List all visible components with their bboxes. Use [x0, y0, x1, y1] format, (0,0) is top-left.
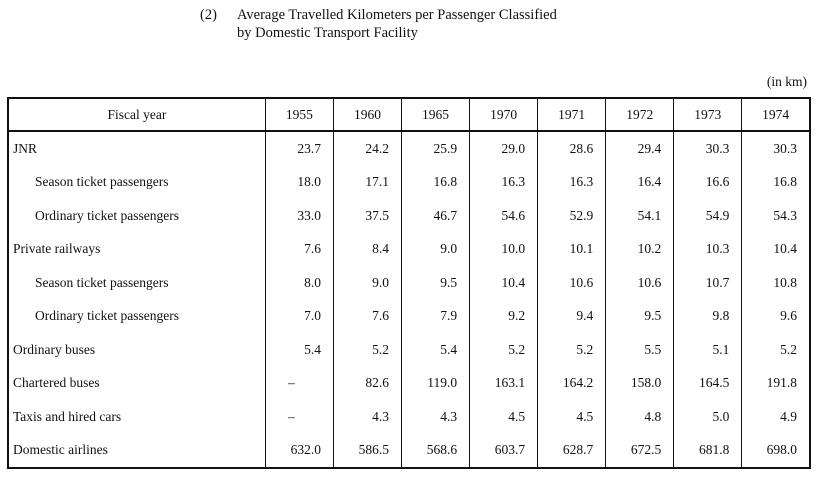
table-cell: 119.0 [402, 367, 470, 401]
header-year: 1960 [333, 98, 401, 131]
table-cell: 4.9 [742, 400, 810, 434]
table-cell: 7.9 [402, 300, 470, 334]
table-cell: 9.5 [606, 300, 674, 334]
table-row [8, 266, 810, 300]
header-year: 1970 [470, 98, 538, 131]
table-cell: 52.9 [538, 199, 606, 233]
header-year: 1965 [402, 98, 470, 131]
row-label: JNR [8, 131, 265, 166]
table-cell: 7.0 [265, 300, 333, 334]
table-cell: 10.8 [742, 266, 810, 300]
table-cell: 18.0 [265, 166, 333, 200]
table-cell: 16.4 [606, 166, 674, 200]
table-cell: 16.8 [402, 166, 470, 200]
table-cell: 5.2 [470, 333, 538, 367]
table-cell: 9.0 [402, 233, 470, 267]
table-cell: 698.0 [742, 434, 810, 469]
table-row [8, 233, 810, 267]
table-cell: 4.5 [538, 400, 606, 434]
table-row [8, 333, 810, 367]
row-label: Ordinary ticket passengers [8, 300, 265, 334]
table-cell: 5.1 [674, 333, 742, 367]
table-cell: 164.2 [538, 367, 606, 401]
header-year: 1973 [674, 98, 742, 131]
table-cell: 628.7 [538, 434, 606, 469]
table-cell: 9.0 [333, 266, 401, 300]
table-row [8, 131, 810, 166]
table-cell: 10.1 [538, 233, 606, 267]
header-year: 1971 [538, 98, 606, 131]
row-label: Private railways [8, 233, 265, 267]
table-row [8, 434, 810, 469]
table-cell: 25.9 [402, 131, 470, 166]
header-label: Fiscal year [8, 98, 265, 131]
table-cell: 681.8 [674, 434, 742, 469]
table-cell: 54.1 [606, 199, 674, 233]
header-year: 1955 [265, 98, 333, 131]
row-label: Domestic airlines [8, 434, 265, 469]
table-cell: 4.3 [333, 400, 401, 434]
table-cell: 5.2 [538, 333, 606, 367]
table-cell: 10.6 [538, 266, 606, 300]
table-cell: 82.6 [333, 367, 401, 401]
table-cell: 7.6 [265, 233, 333, 267]
row-label: Season ticket passengers [8, 166, 265, 200]
table-cell: – [265, 367, 333, 401]
table-cell: 9.2 [470, 300, 538, 334]
table-cell: 9.4 [538, 300, 606, 334]
header-year: 1972 [606, 98, 674, 131]
table-cell: 5.5 [606, 333, 674, 367]
row-label: Ordinary buses [8, 333, 265, 367]
table-cell: 30.3 [674, 131, 742, 166]
data-table [7, 97, 811, 469]
table-cell: 5.4 [402, 333, 470, 367]
table-cell: 10.6 [606, 266, 674, 300]
table-cell: 164.5 [674, 367, 742, 401]
table-cell: 17.1 [333, 166, 401, 200]
table-cell: 632.0 [265, 434, 333, 469]
table-cell: 10.3 [674, 233, 742, 267]
table-cell: 37.5 [333, 199, 401, 233]
header-year: 1974 [742, 98, 810, 131]
table-cell: 10.7 [674, 266, 742, 300]
table-cell: 568.6 [402, 434, 470, 469]
header-row [8, 98, 810, 131]
table-cell: 29.4 [606, 131, 674, 166]
row-label: Ordinary ticket passengers [8, 199, 265, 233]
table-cell: 9.5 [402, 266, 470, 300]
table-cell: 4.8 [606, 400, 674, 434]
table-cell: 163.1 [470, 367, 538, 401]
table-row [8, 367, 810, 401]
table-cell: 24.2 [333, 131, 401, 166]
table-row [8, 199, 810, 233]
table-cell: 10.2 [606, 233, 674, 267]
row-label: Chartered buses [8, 367, 265, 401]
table-cell: 16.3 [470, 166, 538, 200]
table-cell: 10.0 [470, 233, 538, 267]
row-label: Taxis and hired cars [8, 400, 265, 434]
table-cell: 586.5 [333, 434, 401, 469]
table-cell: 158.0 [606, 367, 674, 401]
row-label: Season ticket passengers [8, 266, 265, 300]
table-cell: 28.6 [538, 131, 606, 166]
section-number: (2) [200, 7, 217, 23]
table-row [8, 400, 810, 434]
table-cell: 33.0 [265, 199, 333, 233]
table-cell: 7.6 [333, 300, 401, 334]
table-cell: 4.5 [470, 400, 538, 434]
table-cell: 8.4 [333, 233, 401, 267]
table-cell: 5.2 [742, 333, 810, 367]
table-cell: 9.8 [674, 300, 742, 334]
table-cell: 603.7 [470, 434, 538, 469]
title-line-2: by Domestic Transport Facility [237, 25, 418, 41]
table-cell: 10.4 [742, 233, 810, 267]
title-line-1: Average Travelled Kilometers per Passenger Classified [237, 7, 557, 23]
table-body [8, 131, 810, 468]
table-cell: 672.5 [606, 434, 674, 469]
table-cell: 16.6 [674, 166, 742, 200]
table-cell: 30.3 [742, 131, 810, 166]
table-cell: 16.8 [742, 166, 810, 200]
table-cell: 4.3 [402, 400, 470, 434]
table-cell: 8.0 [265, 266, 333, 300]
table-cell: 54.6 [470, 199, 538, 233]
table-cell: 9.6 [742, 300, 810, 334]
table-row [8, 300, 810, 334]
table-cell: 23.7 [265, 131, 333, 166]
table-cell: 54.9 [674, 199, 742, 233]
unit-note: (in km) [766, 74, 807, 89]
table-cell: 191.8 [742, 367, 810, 401]
table-cell: – [265, 400, 333, 434]
table-cell: 10.4 [470, 266, 538, 300]
table-row [8, 166, 810, 200]
table-cell: 5.0 [674, 400, 742, 434]
table-cell: 54.3 [742, 199, 810, 233]
table-cell: 29.0 [470, 131, 538, 166]
table-cell: 5.4 [265, 333, 333, 367]
table-cell: 16.3 [538, 166, 606, 200]
table-cell: 46.7 [402, 199, 470, 233]
table-cell: 5.2 [333, 333, 401, 367]
